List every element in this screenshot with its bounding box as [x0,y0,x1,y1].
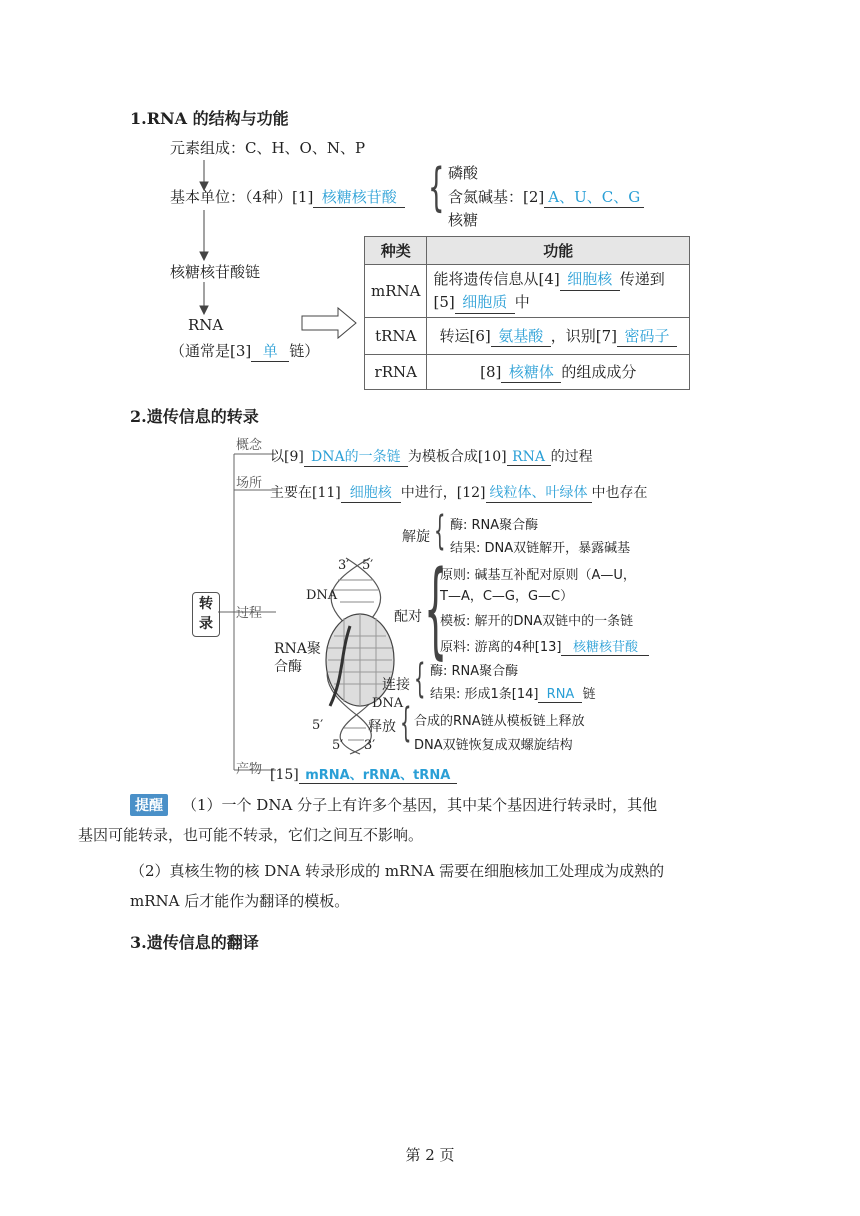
section1-heading: 1.RNA 的结构与功能 [130,109,289,128]
release-1: 合成的RNA链从模板链上释放 [414,714,585,729]
reminder-p2-b: mRNA 后才能作为翻译的模板。 [130,892,350,910]
trna-func-b: ，识别[7] [550,327,617,345]
reminder-paragraph-2 [130,856,730,916]
reminder-p1-a: （1）一个 DNA 分子上有许多个基因，其中某个基因进行转录时，其他 [182,796,658,814]
pair-brace: { [424,548,448,670]
rrna-function [427,355,690,390]
concept-label: 概念 [236,438,263,453]
reminder-p2-a: （2）真核生物的核 DNA 转录形成的 mRNA 需要在细胞核加工处理成为成熟的 [130,862,665,880]
fig-5p-bottom: 5′ [312,718,324,733]
rrna-name: rRNA [365,355,427,390]
table-row-trna [365,318,690,355]
release-label: 释放 [368,719,396,735]
rna-usually-suffix: 链） [289,342,320,360]
table-row-mrna [365,265,690,318]
concept-mid: 为模板合成[10] [407,449,507,465]
unwind-label: 解旋 [402,529,430,545]
rrna-func-a: [8] [480,363,502,381]
trna-func-a: 转运[6] [439,327,491,345]
pair-material-line [440,636,649,656]
comp-ribose: 核糖 [448,211,479,229]
fig-rnapol-2: 合酶 [274,659,302,675]
place-label: 场所 [236,476,263,491]
comp-base-prefix: 含氮碱基：[2] [448,188,545,206]
answer-4: 细胞核 [560,268,620,291]
release-2: DNA双链恢复成双螺旋结构 [414,738,573,753]
mrna-func-c: [5] [433,293,455,311]
page-number: 第 2 页 [405,1146,455,1164]
unwind-enzyme: 酶: RNA聚合酶 [450,518,539,533]
fig-dna-bottom: DNA [372,696,404,711]
center-label-1: 转 [199,596,213,612]
answer-6: 氨基酸 [491,325,551,347]
product-line [270,764,457,784]
mrna-func-a: 能将遗传信息从[4] [433,270,560,288]
mrna-func-b: 传递到 [619,270,665,288]
pair-label: 配对 [394,609,422,625]
reminder-tag-text: 提醒 [130,794,168,816]
section3-heading: 3.遗传信息的翻译 [130,933,259,952]
release-brace: { [400,700,412,746]
concept-suffix: 的过程 [550,449,593,465]
answer-2: A、U、C、G [544,186,644,208]
mrna-name: mRNA [365,265,427,318]
comp-base-line [448,186,644,208]
concept-line [270,446,593,467]
header-kind: 种类 [365,237,427,265]
pair-principle-2: T—A，C—G，G—C） [440,589,574,604]
answer-12: 线粒体、叶绿体 [486,482,592,503]
unwind-brace: { [434,508,446,554]
place-line [270,482,648,503]
basic-unit-line [170,186,405,208]
section2-heading: 2.遗传信息的转录 [130,407,259,426]
chain-label: 核糖核苷酸链 [170,263,261,281]
answer-3: 单 [251,340,289,362]
elements-line: 元素组成：C、H、O、N、P [170,139,366,157]
fig-rnapol-1: RNA聚 [274,641,321,657]
place-mid: 中进行，[12] [400,485,486,501]
link-result-suffix: 链 [582,687,596,702]
product-label: 产物 [236,762,263,777]
center-label-2: 录 [199,616,213,632]
process-label: 过程 [236,606,263,621]
rna-usually-prefix: （通常是[3] [170,342,252,360]
answer-8: 核糖体 [501,361,561,383]
reminder-paragraph-1 [78,790,730,850]
fig-5p-bottom2: 5′ [332,738,344,753]
pair-template: 模板: 解开的DNA双链中的一条链 [440,614,634,629]
answer-14: RNA [538,687,582,703]
rna-usually-line [170,340,319,362]
answer-10: RNA [507,449,551,466]
reminder-p1-b: 基因可能转录，也可能不转录，它们之间互不影响。 [78,826,424,844]
pair-principle-1: 原则: 碱基互补配对原则（A—U， [440,568,636,583]
answer-13: 核糖核苷酸 [561,636,649,656]
mrna-func-d: 中 [514,293,530,311]
answer-9: DNA的一条链 [304,446,408,467]
header-function: 功能 [427,237,690,265]
unwind-result: 结果: DNA双链解开，暴露碱基 [450,541,631,556]
hollow-arrow [300,306,360,340]
pair-material-prefix: 原料: 游离的4种[13] [440,640,562,655]
answer-11: 细胞核 [341,482,401,503]
answer-5: 细胞质 [455,291,515,314]
comp-phosphate: 磷酸 [448,164,479,182]
fig-5p-top: 5′ [362,558,374,573]
concept-prefix: 以[9] [270,449,304,465]
fig-dna-top: DNA [306,588,338,603]
product-prefix: [15] [270,767,299,783]
trna-function [427,318,690,355]
link-result-prefix: 结果: 形成1条[14] [430,687,539,702]
basic-unit-prefix: 基本单位：（4种）[1] [170,188,314,206]
mrna-function [427,265,690,318]
fig-3p-top: 3′ [338,558,350,573]
rna-label: RNA [188,316,224,334]
link-enzyme: 酶: RNA聚合酶 [430,664,519,679]
link-result-line [430,683,596,703]
rrna-func-b: 的组成成分 [561,363,637,381]
link-label: 连接 [382,677,410,693]
trna-name: tRNA [365,318,427,355]
answer-1: 核糖核苷酸 [313,186,405,208]
place-suffix: 中也存在 [591,485,648,501]
answer-15: mRNA、rRNA、tRNA [299,764,457,784]
left-brace: { [428,158,445,218]
answer-7: 密码子 [617,325,677,347]
table-row-rrna [365,355,690,390]
link-brace: { [414,656,426,702]
place-prefix: 主要在[11] [270,485,341,501]
fig-3p-bottom: 3′ [364,738,376,753]
rna-function-table [364,236,690,390]
transcription-box [192,592,220,637]
